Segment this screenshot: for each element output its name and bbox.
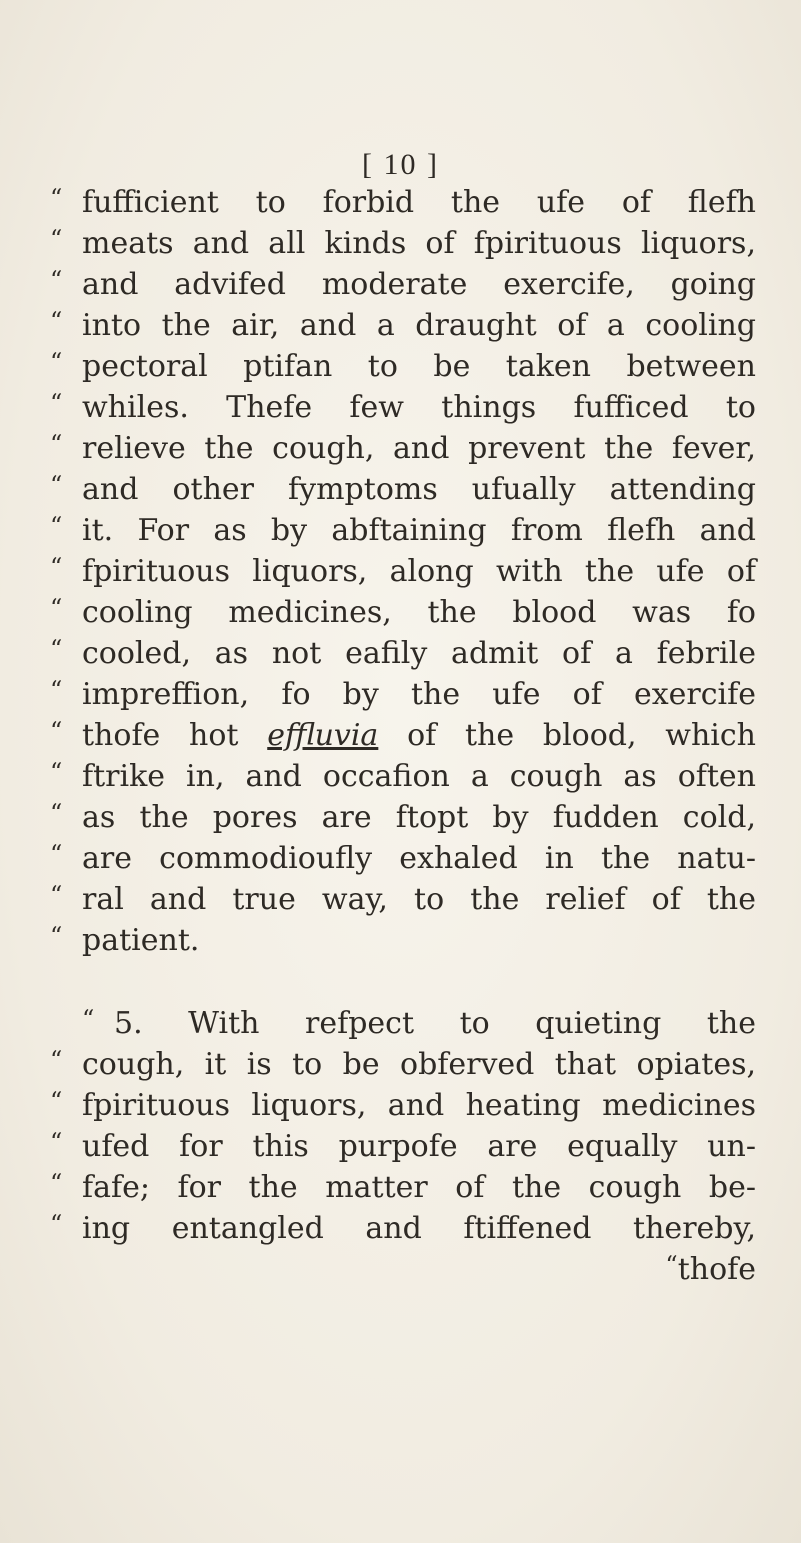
text-line: “ fpirituous liquors, and heating medicines bbox=[50, 1087, 756, 1123]
text-line: “ ftrike in, and occafion a cough as often bbox=[50, 758, 756, 794]
text-line: “ as the pores are ftopt by fudden cold, bbox=[50, 799, 756, 835]
catchword: “thofe bbox=[665, 1251, 756, 1287]
text-line: “ into the air, and a draught of a cooling bbox=[50, 307, 756, 343]
text-line: “ fufficient to forbid the ufe of flefh bbox=[50, 184, 756, 220]
italic-term: effluvia bbox=[267, 718, 379, 753]
text-line: “ are commodioufly exhaled in the natu- bbox=[50, 840, 756, 876]
text-line: “ ufed for this purpofe are equally un- bbox=[50, 1128, 756, 1164]
text-line: “ and other fymptoms ufually attending bbox=[50, 471, 756, 507]
text-line: “ cooled, as not eafily admit of a febrile bbox=[50, 635, 756, 671]
text-line: “ meats and all kinds of fpirituous liquors, bbox=[50, 225, 756, 261]
text-line: “ thofe hot effluvia of the blood, which bbox=[50, 717, 756, 753]
text-line: “ cooling medicines, the blood was fo bbox=[50, 594, 756, 630]
text-line-paragraph-start: “ 5. With refpect to quieting the bbox=[82, 1005, 756, 1041]
text-line: “ it. For as by abftaining from flefh and bbox=[50, 512, 756, 548]
text-line: “ relieve the cough, and prevent the fever, bbox=[50, 430, 756, 466]
text-line: “ pectoral ptifan to be taken between bbox=[50, 348, 756, 384]
text-line: “ whiles. Thefe few things fufficed to bbox=[50, 389, 756, 425]
text-line: “ ral and true way, to the relief of the bbox=[50, 881, 756, 917]
text-line: “ fafe; for the matter of the cough be- bbox=[50, 1169, 756, 1205]
page-number-header: [ 10 ] bbox=[362, 148, 439, 181]
text-line: “ fpirituous liquors, along with the ufe of bbox=[50, 553, 756, 589]
text-line: “ and advifed moderate exercife, going bbox=[50, 266, 756, 302]
text-line: “ ing entangled and ftiffened thereby, bbox=[50, 1210, 756, 1246]
text-line: “ cough, it is to be obferved that opiates, bbox=[50, 1046, 756, 1082]
text-line: “ impreffion, fo by the ufe of exercife bbox=[50, 676, 756, 712]
text-line: “ patient. bbox=[50, 922, 200, 958]
